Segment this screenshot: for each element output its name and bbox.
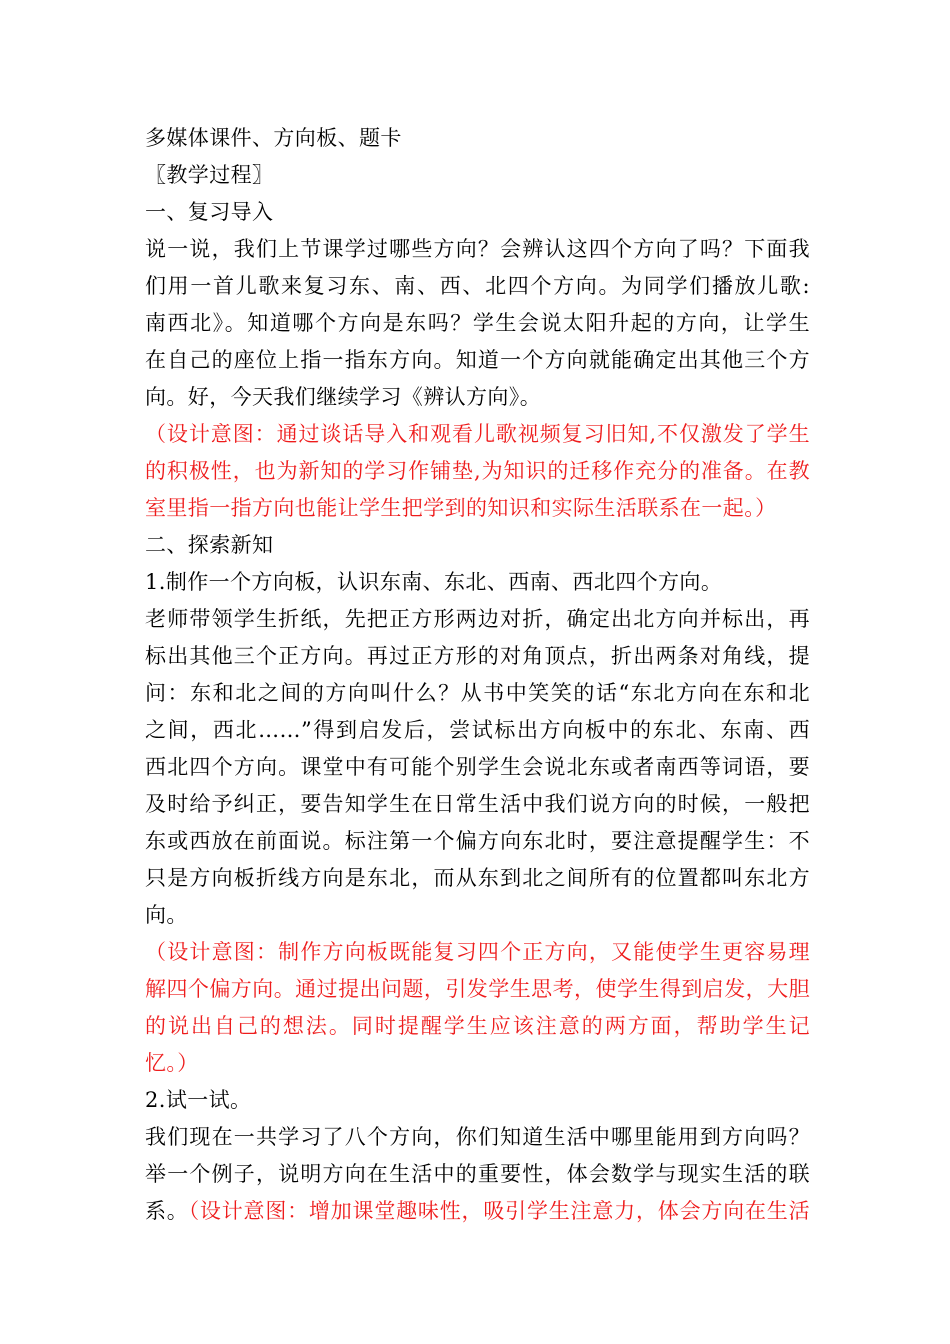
text-line: 之间，西北……”得到启发后，尝试标出方向板中的东北、东南、西 [145, 718, 810, 742]
last-line-red-text: （设计意图：增加课堂趣味性，吸引学生注意力，体会方向在生活 [188, 1199, 810, 1223]
text-line: 老师带领学生折纸，先把正方形两边对折，确定出北方向并标出，再 [145, 607, 810, 631]
design-intent-line: 室里指一指方向也能让学生把学到的知识和实际生活联系在一起。） [145, 496, 777, 520]
text-line: 及时给予纠正，要告知学生在日常生活中我们说方向的时候，一般把 [145, 792, 810, 816]
text-line: 问：东和北之间的方向叫什么？从书中笑笑的话“东北方向在东和北 [145, 681, 810, 705]
design-intent-line: 忆。） [145, 1051, 199, 1075]
text-line: 只是方向板折线方向是东北，而从东到北之间所有的位置都叫东北方 [145, 866, 810, 890]
text-line: 〖教学过程〗 [145, 163, 274, 187]
design-intent-line: 解四个偏方向。通过提出问题，引发学生思考，使学生得到启发，大胆 [145, 977, 810, 1001]
text-line: 西北四个方向。课堂中有可能个别学生会说北东或者南西等词语，要 [145, 755, 810, 779]
text-line: 一、复习导入 [145, 200, 274, 224]
text-line: 多媒体课件、方向板、题卡 [145, 126, 402, 150]
text-line: 我们现在一共学习了八个方向，你们知道生活中哪里能用到方向吗？ [145, 1125, 810, 1149]
text-line: 在自己的座位上指一指东方向。知道一个方向就能确定出其他三个方 [145, 348, 810, 372]
text-line: 1.制作一个方向板，认识东南、东北、西南、西北四个方向。 [145, 570, 723, 594]
document-body [145, 120, 810, 1230]
last-line-black-text: 系。 [145, 1199, 189, 1223]
text-line: 东或西放在前面说。标注第一个偏方向东北时，要注意提醒学生：不 [145, 829, 810, 853]
text-line: 向。好，今天我们继续学习《辨认方向》。 [145, 385, 542, 409]
text-line-last [145, 1193, 810, 1230]
text-line: 举一个例子，说明方向在生活中的重要性，体会数学与现实生活的联 [145, 1162, 810, 1186]
design-intent-line: （设计意图：通过谈话导入和观看儿歌视频复习旧知,不仅激发了学生 [145, 422, 810, 446]
design-intent-line: （设计意图：制作方向板既能复习四个正方向，又能使学生更容易理 [145, 940, 810, 964]
text-line: 说一说，我们上节课学过哪些方向？会辨认这四个方向了吗？下面我 [145, 237, 810, 261]
text-line: 2.试一试。 [145, 1088, 252, 1112]
text-line: 二、探索新知 [145, 533, 274, 557]
design-intent-line: 的说出自己的想法。同时提醒学生应该注意的两方面，帮助学生记 [145, 1014, 810, 1038]
text-line: 向。 [145, 903, 188, 927]
text-line: 标出其他三个正方向。再过正方形的对角顶点，折出两条对角线，提 [145, 644, 810, 668]
paragraph-lines [145, 120, 810, 1193]
text-line: 们用一首儿歌来复习东、南、西、北四个方向。为同学们播放儿歌: [145, 274, 810, 298]
text-line: 南西北》。知道哪个方向是东吗？学生会说太阳升起的方向，让学生 [145, 311, 810, 335]
design-intent-line: 的积极性，也为新知的学习作铺垫,为知识的迁移作充分的准备。在教 [145, 459, 810, 483]
